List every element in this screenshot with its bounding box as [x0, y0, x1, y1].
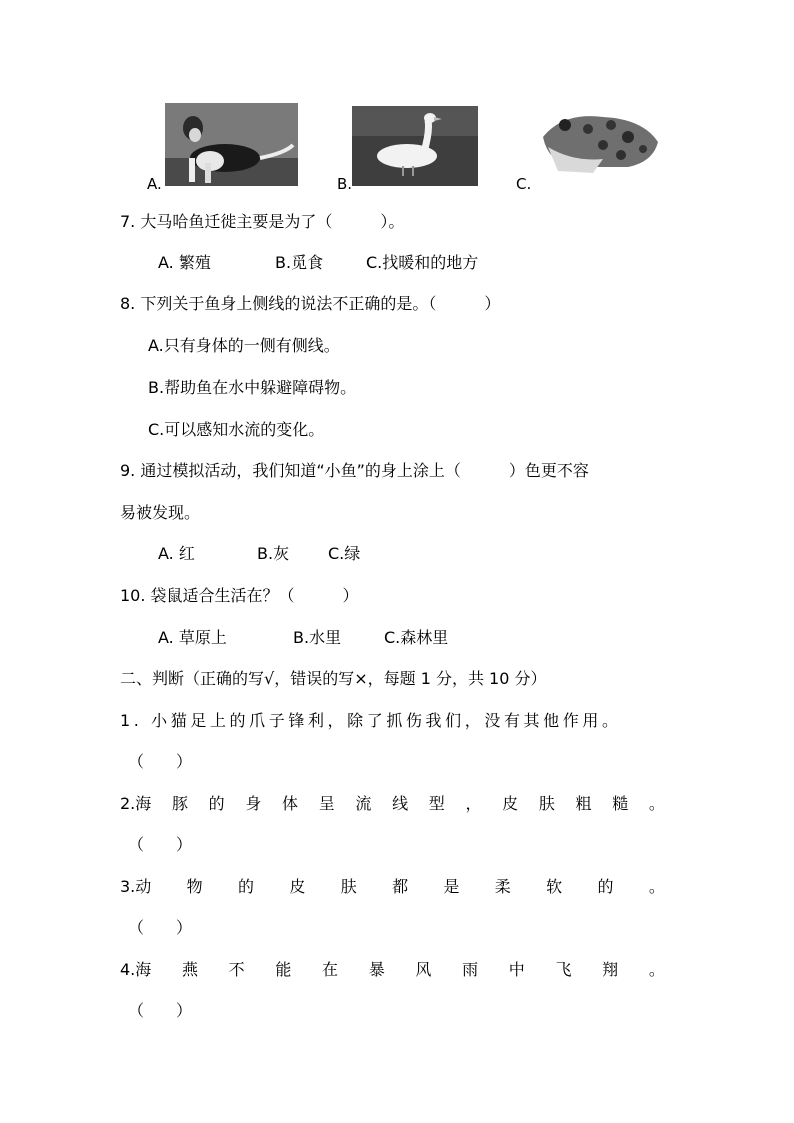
- judgement-2-blank: （ ）: [128, 835, 193, 854]
- question-10-option-a: A. 草原上: [158, 628, 227, 647]
- judgement-2-char: 呈: [318, 794, 335, 813]
- judgement-3-char: 的: [597, 877, 614, 896]
- question-7-option-c: C.找暖和的地方: [366, 253, 479, 272]
- section-2-heading: 二、判断（正确的写√，错误的写×，每题 1 分，共 10 分）: [120, 669, 547, 688]
- judgement-2-char: 的: [208, 794, 225, 813]
- option-a-label: A.: [147, 175, 162, 193]
- judgement-2-text: [120, 794, 665, 814]
- judgement-2-char: 皮: [502, 794, 519, 813]
- judgement-2-char: 2.海: [120, 794, 152, 813]
- question-7-option-a: A. 繁殖: [158, 253, 211, 272]
- question-8-option-a: A.只有身体的一侧有侧线。: [148, 336, 340, 355]
- judgement-1-text: 1. 小猫足上的爪子锋利，除了抓伤我们，没有其他作用。: [120, 711, 622, 730]
- question-9-option-b: B.灰: [257, 544, 290, 563]
- judgement-4-char: 不: [228, 960, 245, 979]
- judgement-4-char: 。: [648, 960, 665, 979]
- question-10-option-b: B.水里: [293, 628, 342, 647]
- question-7-stem: 7. 大马哈鱼迁徙主要是为了（ ）。: [120, 212, 405, 231]
- judgement-3-char: 是: [443, 877, 460, 896]
- judgement-4-char: 4.海: [120, 960, 152, 979]
- judgement-4-char: 雨: [462, 960, 479, 979]
- question-10-stem: 10. 袋鼠适合生活在？（ ）: [120, 586, 359, 605]
- judgement-2-char: 型: [428, 794, 445, 813]
- question-9-stem-line-1: 9. 通过模拟活动，我们知道“小鱼”的身上涂上（ ）色更不容: [120, 461, 589, 480]
- judgement-3-char: 都: [392, 877, 409, 896]
- judgement-3-char: 柔: [494, 877, 511, 896]
- judgement-4-char: 飞: [555, 960, 572, 979]
- dog-photo: [165, 103, 298, 186]
- judgement-1-blank: （ ）: [128, 752, 193, 771]
- question-9-stem-line-2: 易被发现。: [120, 503, 201, 522]
- judgement-3-blank: （ ）: [128, 918, 193, 937]
- question-8-option-b: B.帮助鱼在水中躲避障碍物。: [148, 378, 357, 397]
- judgement-4-char: 风: [415, 960, 432, 979]
- judgement-4-char: 在: [322, 960, 339, 979]
- judgement-2-char: 豚: [171, 794, 188, 813]
- judgement-3-char: 。: [648, 877, 665, 896]
- judgement-4-char: 燕: [181, 960, 198, 979]
- judgement-4-char: 能: [275, 960, 292, 979]
- question-9-option-a: A. 红: [158, 544, 195, 563]
- judgement-3-char: 物: [186, 877, 203, 896]
- question-8-option-c: C.可以感知水流的变化。: [148, 420, 325, 439]
- judgement-2-char: 线: [392, 794, 409, 813]
- judgement-2-char: 流: [355, 794, 372, 813]
- judgement-2-char: 粗: [575, 794, 592, 813]
- option-b-label: B.: [337, 175, 353, 193]
- judgement-4-char: 中: [508, 960, 525, 979]
- judgement-2-char: 。: [648, 794, 665, 813]
- judgement-3-char: 皮: [289, 877, 306, 896]
- judgement-4-char: 暴: [368, 960, 385, 979]
- judgement-3-char: 3.动: [120, 877, 152, 896]
- judgement-2-char: 糙: [612, 794, 629, 813]
- question-10-option-c: C.森林里: [384, 628, 449, 647]
- judgement-2-char: 肤: [538, 794, 555, 813]
- judgement-2-char: 体: [282, 794, 299, 813]
- judgement-4-blank: （ ）: [128, 1001, 193, 1020]
- judgement-2-char: ，: [465, 794, 482, 813]
- judgement-4-char: 翔: [602, 960, 619, 979]
- question-7-option-b: B.觅食: [275, 253, 324, 272]
- question-9-option-c: C.绿: [328, 544, 361, 563]
- judgement-2-char: 身: [245, 794, 262, 813]
- option-c-label: C.: [516, 175, 532, 193]
- judgement-3-char: 软: [546, 877, 563, 896]
- judgement-3-text: [120, 877, 665, 897]
- judgement-3-char: 的: [237, 877, 254, 896]
- judgement-3-char: 肤: [340, 877, 357, 896]
- goose-photo: [352, 106, 478, 186]
- frog-photo: [533, 107, 661, 175]
- judgement-4-text: [120, 960, 665, 980]
- question-8-stem: 8. 下列关于鱼身上侧线的说法不正确的是。（ ）: [120, 294, 501, 313]
